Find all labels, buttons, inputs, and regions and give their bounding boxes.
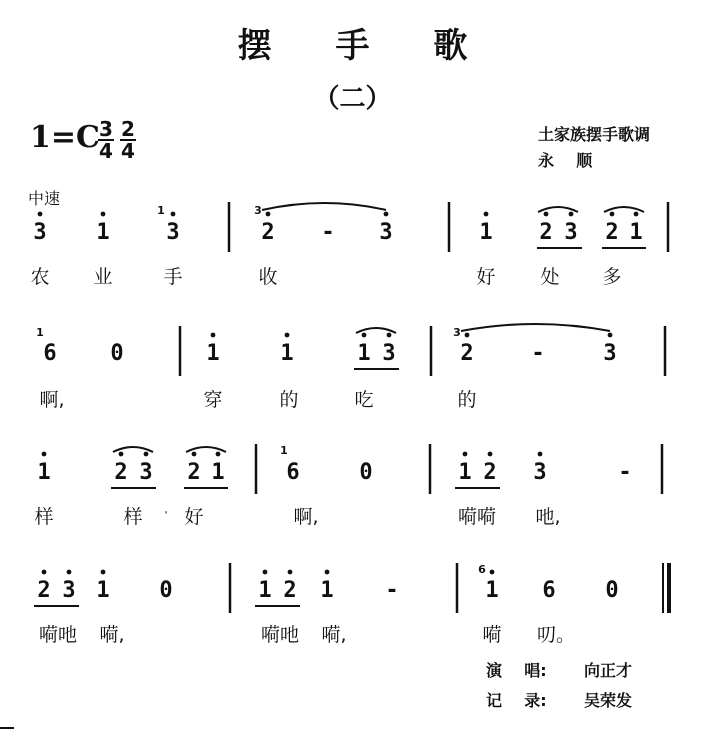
grace-note: 1: [36, 326, 44, 339]
grace-note: 3: [453, 326, 461, 339]
lyric: 的: [457, 389, 477, 411]
note: 0: [359, 460, 373, 485]
recorder-name: 吴荣发: [584, 691, 633, 710]
note: 1: [211, 460, 225, 485]
note: 1: [96, 220, 110, 245]
lyric: 业: [93, 266, 113, 288]
lyric: 好: [184, 506, 204, 528]
lyric: 好: [476, 266, 496, 288]
note: 2: [114, 460, 128, 485]
grace-note: 6: [478, 563, 486, 576]
note: 6: [286, 460, 300, 485]
lyric: 手: [163, 266, 183, 288]
note: 2: [37, 578, 51, 603]
time-signature-2: 2 4: [121, 117, 135, 163]
note: 2: [605, 220, 619, 245]
lyric: 嗬吔: [260, 624, 300, 646]
note: 3: [62, 578, 76, 603]
lyric: 收: [258, 266, 278, 288]
dash: -: [385, 578, 399, 603]
tempo-marking: 中速: [28, 189, 61, 208]
song-title: 摆 手 歌: [237, 26, 494, 66]
dash: -: [321, 220, 335, 245]
lyric: 吔,: [535, 506, 561, 528]
note: 0: [159, 578, 173, 603]
note: 2: [261, 220, 275, 245]
note: 3: [166, 220, 180, 245]
grace-note: 1: [157, 204, 165, 217]
singer-name: 向正才: [584, 661, 633, 680]
octave-dots: [38, 212, 639, 575]
note: 2: [283, 578, 297, 603]
lyric: 处: [540, 266, 560, 288]
lyric: 啊,: [293, 506, 319, 528]
note: 2: [460, 341, 474, 366]
lyric-dot: ·: [162, 502, 170, 524]
lyric: 穿: [203, 389, 223, 411]
note: 1: [458, 460, 472, 485]
note: 3: [533, 460, 547, 485]
note: 2: [483, 460, 497, 485]
key-signature: 1=C: [30, 120, 100, 155]
note: 0: [110, 341, 124, 366]
lyric: 嗬: [482, 624, 502, 646]
note: 3: [139, 460, 153, 485]
lyric: 样: [123, 506, 143, 528]
lyric: 叨。: [536, 624, 576, 646]
note: 1: [357, 341, 371, 366]
note: 0: [605, 578, 619, 603]
song-subtitle: （二）: [313, 84, 392, 114]
lyric: 的: [279, 389, 299, 411]
note: 1: [280, 341, 294, 366]
lyric: 农: [30, 266, 50, 288]
note: 3: [379, 220, 393, 245]
arranger-text: 永 顺: [538, 151, 593, 170]
note: 1: [96, 578, 110, 603]
recorder-label: 记 录:: [486, 691, 547, 710]
final-barline: [663, 563, 669, 613]
note: 3: [603, 341, 617, 366]
note: 3: [33, 220, 47, 245]
lyric: 嗬嗬: [457, 506, 497, 528]
note: 3: [382, 341, 396, 366]
grace-note: 3: [254, 204, 262, 217]
note: 1: [479, 220, 493, 245]
note: 1: [206, 341, 220, 366]
note: 1: [258, 578, 272, 603]
lyric: 嗬吔: [38, 624, 78, 646]
note: 3: [564, 220, 578, 245]
lyric: 多: [602, 266, 622, 288]
barlines: [180, 202, 668, 613]
note: 6: [43, 341, 57, 366]
slurs: [113, 203, 644, 452]
note: 1: [629, 220, 643, 245]
grace-note: 1: [280, 444, 288, 457]
note: 2: [539, 220, 553, 245]
underlines: [34, 248, 646, 606]
lyric: 嗬,: [321, 624, 347, 646]
singer-label: 演 唱:: [486, 661, 547, 680]
note: 1: [37, 460, 51, 485]
source-credit: 土家族摆手歌调: [538, 125, 651, 144]
lyric: 样: [34, 506, 54, 528]
dash: -: [618, 460, 632, 485]
note: 2: [187, 460, 201, 485]
note: 1: [485, 578, 499, 603]
time-signature-1: 3 4: [99, 117, 113, 163]
note: 1: [320, 578, 334, 603]
note: 6: [542, 578, 556, 603]
dash: -: [531, 341, 545, 366]
lyric: 嗬,: [99, 624, 125, 646]
lyric: 吃: [354, 389, 374, 411]
lyric: 啊,: [39, 389, 65, 411]
